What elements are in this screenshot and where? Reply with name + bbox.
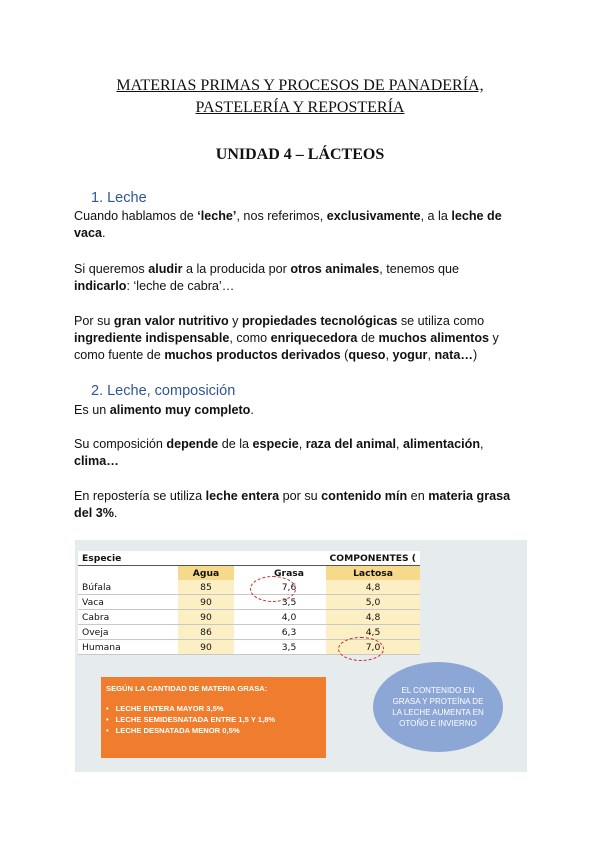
header-lactosa: Lactosa [326,566,420,581]
table-row: Vaca 90 3,5 5,0 [78,595,420,610]
paragraph: Si queremos aludir a la producida por otros animales, tenemos que indicarlo: ‘leche de cabra’… [74,262,460,293]
table-row: Cabra 90 4,0 4,8 [78,610,420,625]
table-row: Oveja 86 6,3 4,5 [78,625,420,640]
table-row: Humana 90 3,5 7,0 [78,640,420,655]
highlight-circle-bufala-grasa [250,576,296,602]
seasonal-note-oval [373,662,503,752]
list-item: • LECHE DESNATADA MENOR 0,5% [106,725,275,736]
fat-content-list [106,703,275,736]
table-row: Búfala 85 7,6 4,8 [78,580,420,595]
header-agua: Agua [178,566,234,581]
header-grasa: Grasa [252,566,326,581]
componentes-header: COMPONENTES ( [252,551,420,566]
col-especie-header: Especie [78,551,178,566]
section-heading-composicion: 2. Leche, composición [91,383,236,399]
paragraph: Es un alimento muy completo. [74,403,254,417]
fat-content-title: SEGÚN LA CANTIDAD DE MATERIA GRASA: [106,684,268,693]
highlight-circle-humana-lactosa [338,637,384,661]
list-item: • LECHE SEMIDESNATADA ENTRE 1,5 Y 1,8% [106,714,275,725]
seasonal-note-text: EL CONTENIDO EN GRASA Y PROTEÍNA DE LA LECHE AUMENTA EN OTOÑO E INVIERNO [392,686,484,728]
document-title: MATERIAS PRIMAS Y PROCESOS DE PANADERÍA, PASTELERÍA Y REPOSTERÍA [116,77,484,116]
unit-title: UNIDAD 4 – LÁCTEOS [215,146,385,163]
section-heading-leche: 1. Leche [91,190,147,206]
paragraph: Su composición depende de la especie, raza del animal, alimentación, clima… [74,437,484,468]
paragraph: Por su gran valor nutritivo y propiedades tecnológicas se utiliza como ingrediente indispensable, como enriquecedora de muchos alimentos y como fuente de muchos productos derivados (queso, yogur, nata…) [74,314,499,362]
fat-content-box [101,677,326,758]
paragraph: En repostería se utiliza leche entera por su contenido mín en materia grasa del 3%. [74,489,511,520]
paragraph: Cuando hablamos de ‘leche’, nos referimos, exclusivamente, a la leche de vaca. [74,209,502,240]
list-item: • LECHE ENTERA MAYOR 3,5% [106,703,275,714]
